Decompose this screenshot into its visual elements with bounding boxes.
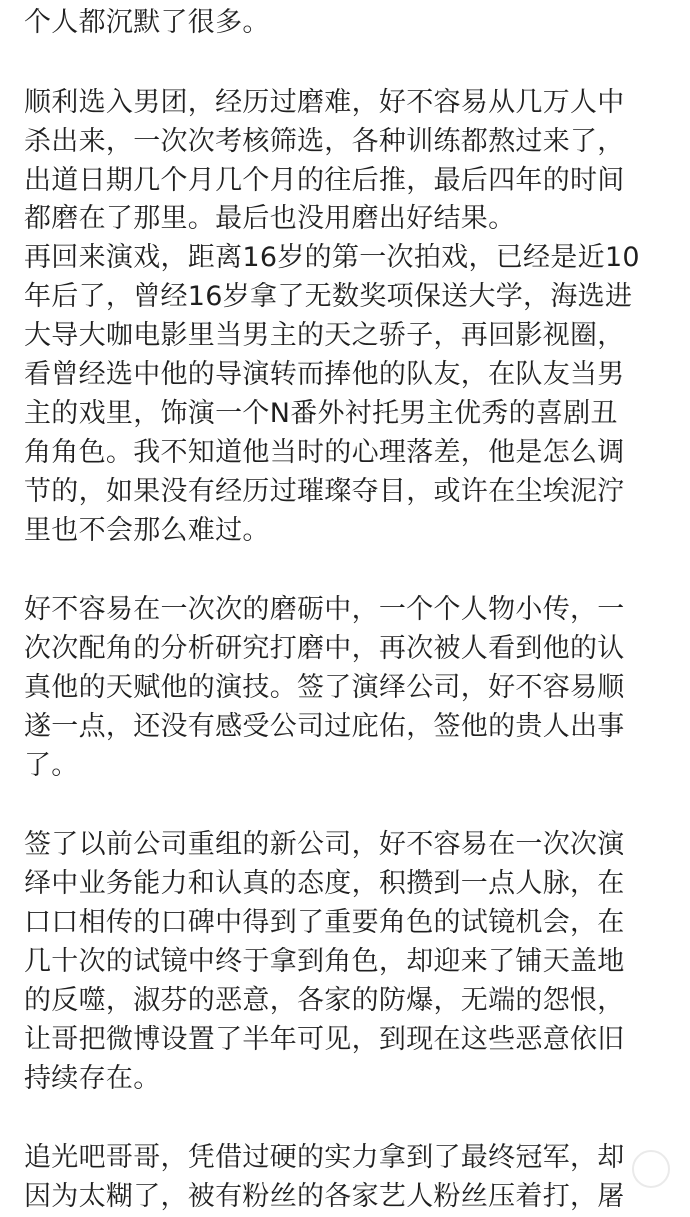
article-line: 绎中业务能力和认真的态度，积攒到一点人脉，在 — [24, 868, 625, 899]
article-line: 因为太糊了，被有粉丝的各家艺人粉丝压着打，屠 — [24, 1181, 625, 1212]
article-line: 次次配角的分析研究打磨中，再次被人看到他的认 — [24, 633, 625, 664]
article-line: 遂一点，还没有感受公司过庇佑，签他的贵人出事 — [24, 711, 625, 742]
article-line: 顺利选入男团，经历过磨难，好不容易从几万人中 — [24, 87, 625, 118]
article-line: 真他的天赋他的演技。签了演绎公司，好不容易顺 — [24, 672, 625, 703]
article-line: 追光吧哥哥，凭借过硬的实力拿到了最终冠军，却 — [24, 1142, 625, 1173]
article-line: 几十次的试镜中终于拿到角色，却迎来了铺天盖地 — [24, 946, 625, 977]
article-line: 节的，如果没有经历过璀璨夺目，或许在尘埃泥泞 — [24, 476, 625, 507]
article-line: 杀出来，一次次考核筛选，各种训练都熬过来了， — [24, 126, 625, 157]
watermark-logo-icon — [632, 1150, 670, 1188]
article-line: 的反噬，淑芬的恶意，各家的防爆，无端的怨恨， — [24, 985, 625, 1016]
article-line: 大导大咖电影里当男主的天之骄子，再回影视圈， — [24, 320, 625, 351]
article-line: 再回来演戏，距离16岁的第一次拍戏，已经是近10 — [24, 242, 640, 273]
article-line: 口口相传的口碑中得到了重要角色的试镜机会，在 — [24, 907, 625, 938]
article-line: 主的戏里，饰演一个N番外衬托男主优秀的喜剧丑 — [24, 398, 618, 429]
article-line: 都磨在了那里。最后也没用磨出好结果。 — [24, 203, 516, 234]
article-line: 年后了，曾经16岁拿了无数奖项保送大学，海选进 — [24, 281, 633, 312]
article-line: 角角色。我不知道他当时的心理落差，他是怎么调 — [24, 437, 625, 468]
article-line: 看曾经选中他的导演转而捧他的队友，在队友当男 — [24, 359, 625, 390]
article-line: 出道日期几个月几个月的往后推，最后四年的时间 — [24, 165, 625, 196]
article-line: 签了以前公司重组的新公司，好不容易在一次次演 — [24, 829, 625, 860]
article-line: 好不容易在一次次的磨砺中，一个个人物小传，一 — [24, 594, 625, 625]
article-line: 让哥把微博设置了半年可见，到现在这些恶意依旧 — [24, 1024, 625, 1055]
article-line: 了。 — [24, 750, 79, 781]
article-line: 里也不会那么难过。 — [24, 515, 270, 546]
article-line: 持续存在。 — [24, 1063, 161, 1094]
article-line: 个人都沉默了很多。 — [24, 7, 270, 38]
